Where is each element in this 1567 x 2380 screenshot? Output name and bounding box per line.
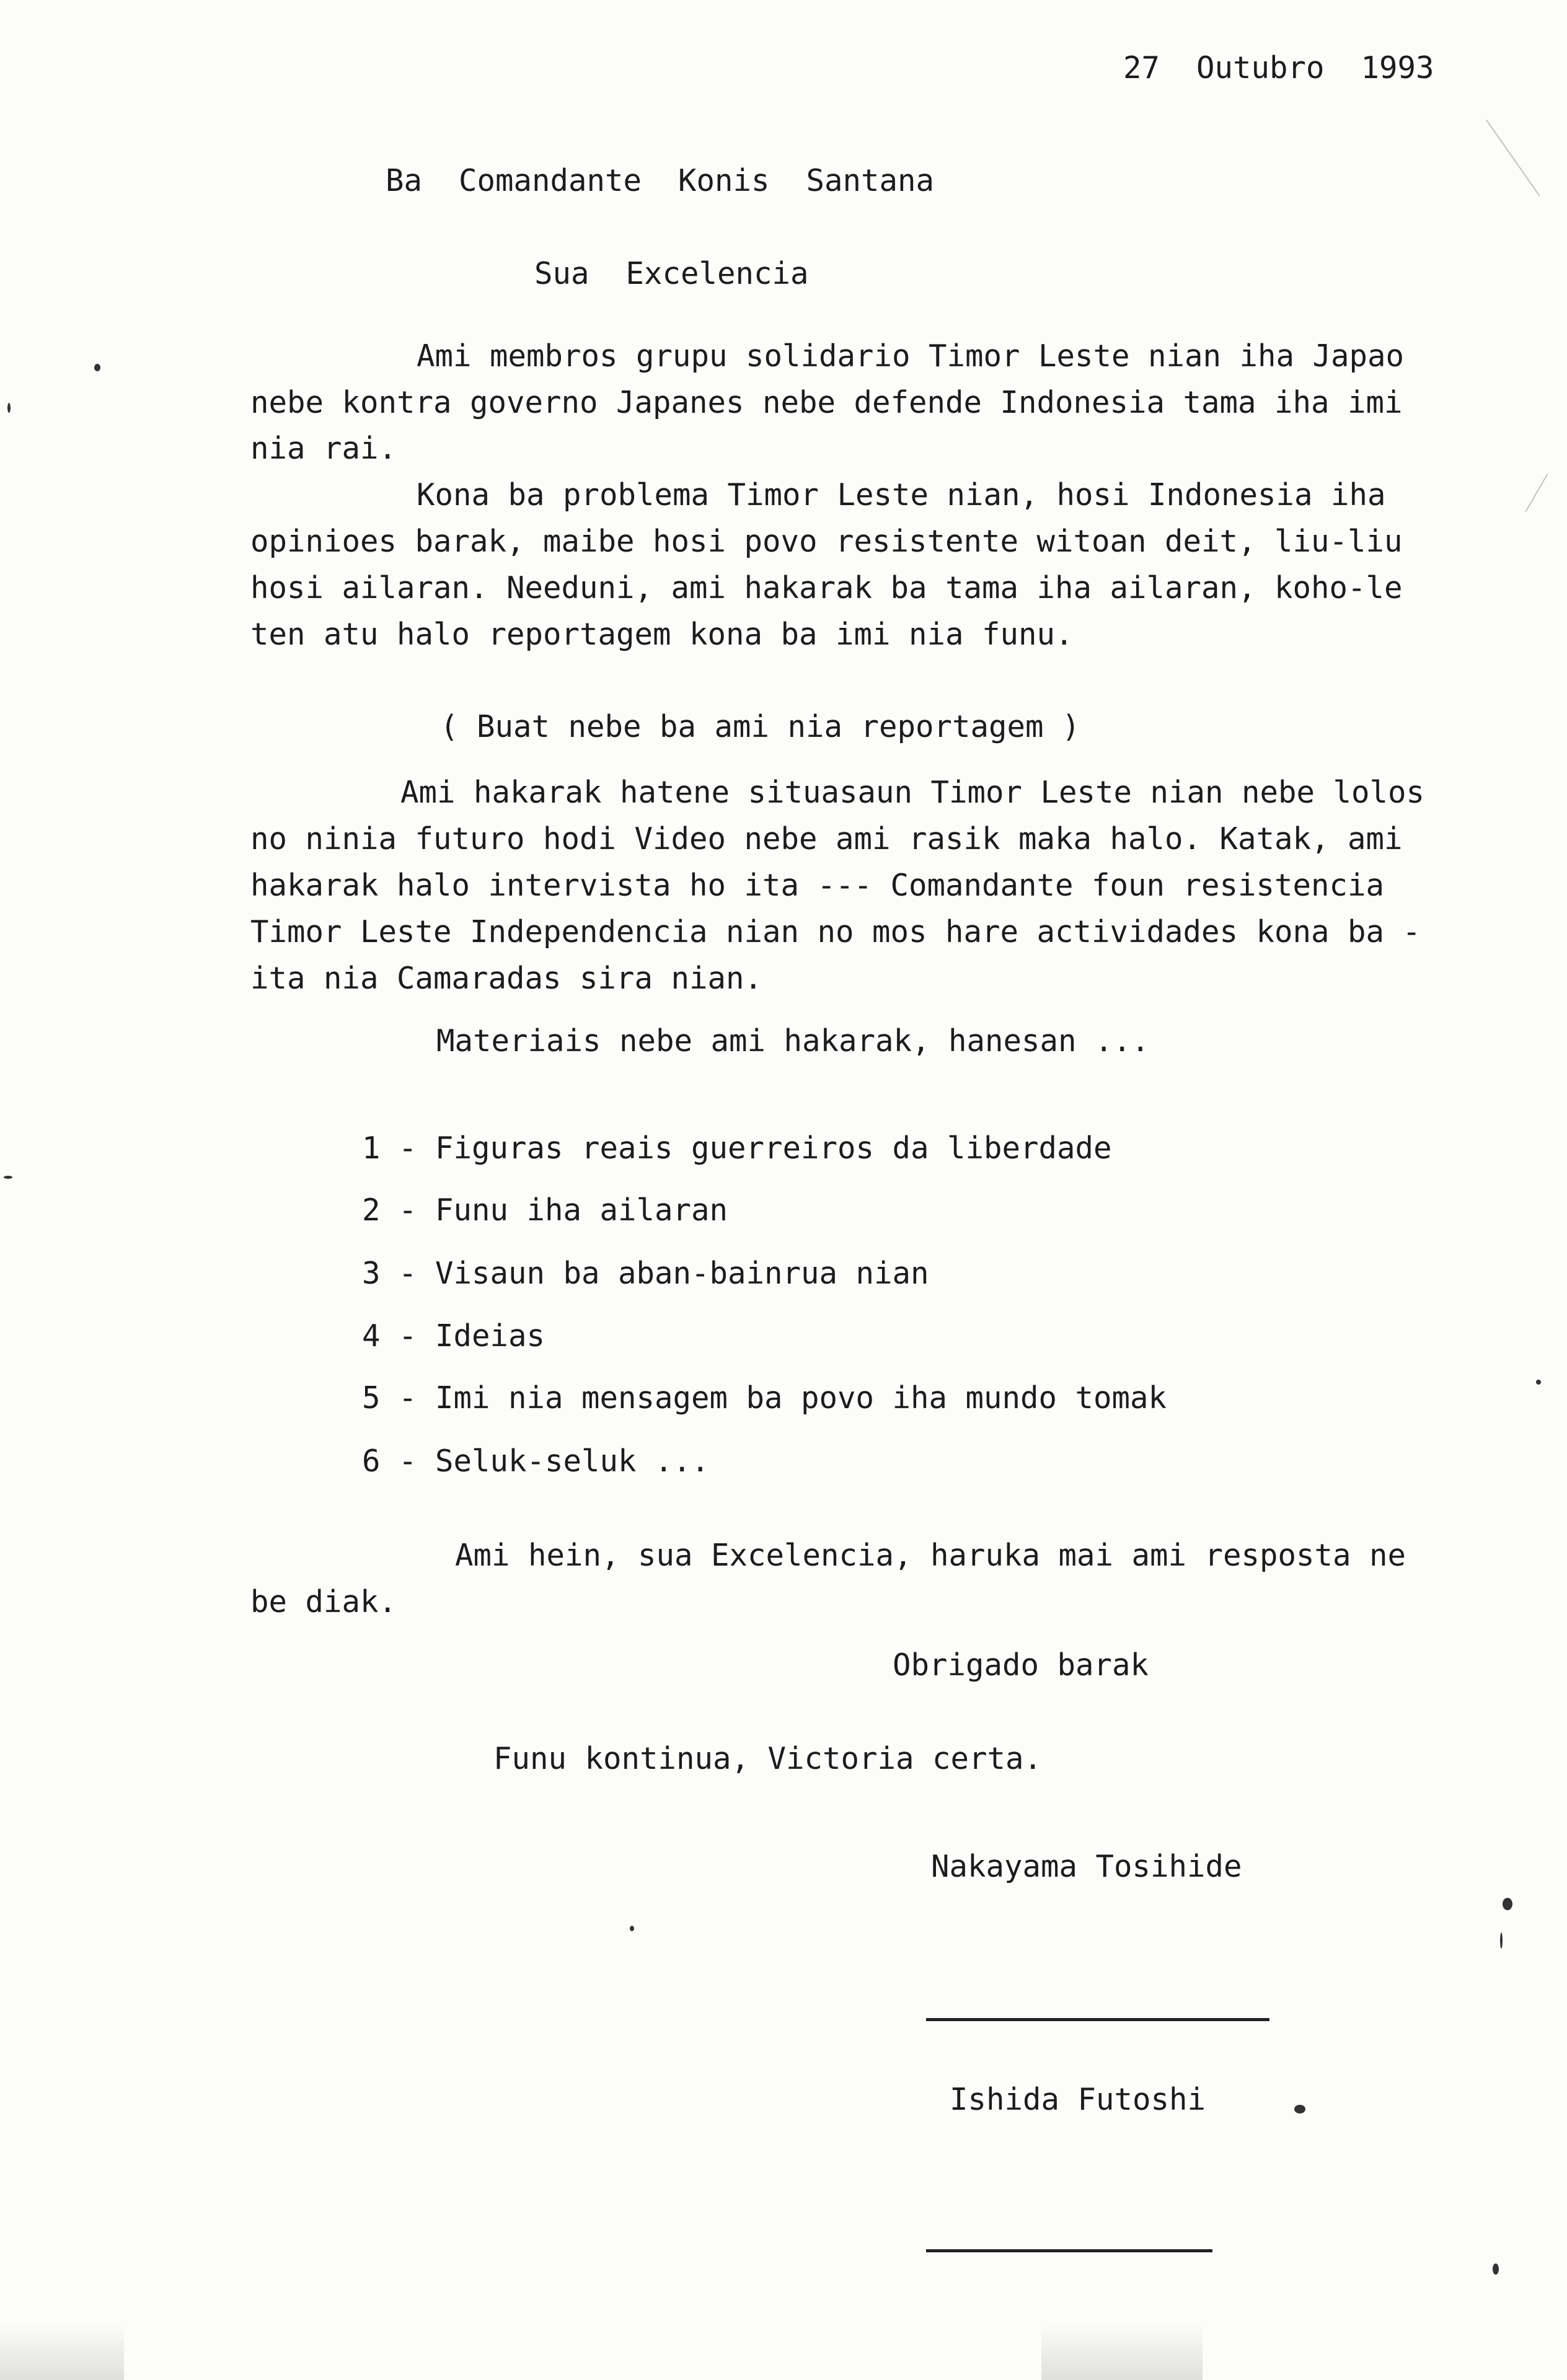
paragraph3-line-3: hakarak halo intervista ho ita --- Comandante foun resistencia [250, 868, 1385, 903]
motto: Funu kontinua, Victoria certa. [493, 1741, 1043, 1776]
scan-speck [94, 364, 100, 371]
addressee: Ba Comandante Konis Santana [386, 163, 935, 198]
scan-speck [630, 1926, 634, 1931]
signatory-2-name: Ishida Futoshi [950, 2082, 1206, 2117]
paragraph1-line-3: nia rai. [250, 431, 397, 466]
paragraph2-line-3: hosi ailaran. Needuni, ami hakarak ba tama iha ailaran, koho-le [250, 570, 1403, 606]
list-item: 6 - Seluk-seluk ... [362, 1443, 710, 1479]
list-item: 5 - Imi nia mensagem ba povo iha mundo tomak [362, 1380, 1167, 1416]
closing-request-line-2: be diak. [250, 1584, 397, 1620]
scan-speck [1536, 1380, 1541, 1385]
salutation: Sua Excelencia [534, 256, 809, 291]
signature-line-1 [926, 2018, 1269, 2021]
scan-shadow [0, 2324, 124, 2380]
list-item: 2 - Funu iha ailaran [362, 1192, 728, 1228]
signatory-1-name: Nakayama Tosihide [931, 1849, 1242, 1884]
page-edge-mark [1486, 120, 1540, 196]
closing-request-line-1: Ami hein, sua Excelencia, haruka mai ami resposta ne [455, 1538, 1406, 1573]
list-item: 4 - Ideias [362, 1318, 545, 1354]
list-item: 3 - Visaun ba aban-bainrua nian [362, 1256, 929, 1291]
scan-speck [1500, 1933, 1503, 1949]
scan-shadow [1041, 2324, 1203, 2380]
page-edge-mark [1525, 474, 1548, 512]
scan-speck [1503, 1898, 1512, 1910]
paragraph1-line-2: nebe kontra governo Japanes nebe defende Indonesia tama iha imi [250, 385, 1403, 420]
paragraph3-line-1: Ami hakarak hatene situasaun Timor Leste nian nebe lolos [400, 775, 1425, 810]
thanks: Obrigado barak [893, 1647, 1149, 1683]
paragraph3-line-4: Timor Leste Independencia nian no mos hare actividades kona ba - [250, 914, 1421, 950]
list-item: 1 - Figuras reais guerreiros da liberdade [362, 1130, 1112, 1166]
scan-speck [4, 1176, 12, 1179]
paragraph2-line-4: ten atu halo reportagem kona ba imi nia funu. [250, 617, 1074, 652]
scan-speck [1294, 2105, 1305, 2113]
scan-speck [7, 403, 11, 413]
paragraph2-line-2: opinioes barak, maibe hosi povo resistente witoan deit, liu-liu [250, 524, 1403, 559]
section-heading: ( Buat nebe ba ami nia reportagem ) [440, 709, 1080, 744]
signature-line-2 [926, 2249, 1212, 2252]
paragraph3-line-2: no ninia futuro hodi Video nebe ami rasik maka halo. Katak, ami [250, 821, 1403, 857]
letter-date: 27 Outubro 1993 [1123, 50, 1434, 86]
materials-intro: Materiais nebe ami hakarak, hanesan ... [436, 1023, 1150, 1059]
paragraph2-line-1: Kona ba problema Timor Leste nian, hosi Indonesia iha [417, 477, 1386, 513]
paragraph1-line-1: Ami membros grupu solidario Timor Leste nian iha Japao [417, 338, 1405, 374]
paragraph3-line-5: ita nia Camaradas sira nian. [250, 961, 763, 996]
scan-speck [1493, 2263, 1499, 2275]
